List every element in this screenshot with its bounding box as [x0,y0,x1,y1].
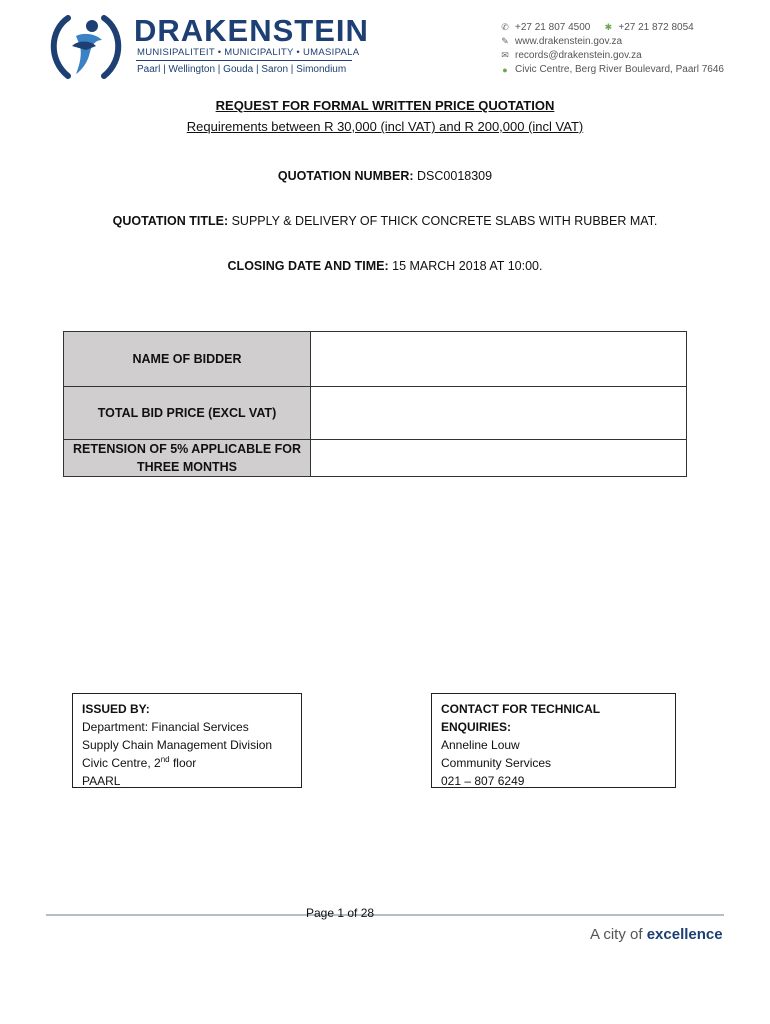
retension-label [64,440,311,477]
technical-contact-name: Anneline Louw [441,738,520,752]
table-row [64,387,687,440]
quotation-title-label: QUOTATION TITLE: [112,214,229,228]
location-pin-icon: ● [502,64,508,75]
contact-address: Civic Centre, Berg River Boulevard, Paarl 7646 [515,64,724,75]
globe-icon: ✎ [501,36,509,46]
fax-icon: ✱ [604,22,613,32]
quotation-title-value: SUPPLY & DELIVERY OF THICK CONCRETE SLABS WITH RUBBER MAT. [231,214,658,228]
municipality-logo-icon [46,10,126,82]
page-number: Page 1 of 28 [306,906,375,920]
bidder-name-field[interactable] [311,332,687,387]
document-title: REQUEST FOR FORMAL WRITTEN PRICE QUOTATION [215,98,555,113]
tagline-bold: excellence [646,926,723,943]
closing-date-line [0,259,770,273]
quotation-title-line [0,214,770,228]
document-subtitle: Requirements between R 30,000 (incl VAT) and R 200,000 (incl VAT) [186,119,584,134]
contact-address-line [500,64,724,75]
technical-contact-phone: 021 – 807 6249 [441,774,525,788]
table-row [64,332,687,387]
envelope-icon: ✉ [501,50,509,60]
bidder-name-label: NAME OF BIDDER [64,332,311,387]
contact-website[interactable]: www.drakenstein.gov.za [515,36,623,47]
issued-by-department: Department: Financial Services [82,720,249,734]
location-superscript: nd [160,755,170,764]
brand-towns: Paarl | Wellington | Gouda | Saron | Simondium [137,64,347,75]
total-bid-price-field[interactable] [311,387,687,440]
issued-by-heading: ISSUED BY: [82,702,150,716]
quotation-number-label: QUOTATION NUMBER: [277,169,414,183]
contact-website-line [500,36,622,47]
technical-contact-box [431,693,676,788]
contact-email-line [500,50,642,61]
footer-divider [46,914,724,916]
brand-divider [136,60,352,61]
issued-by-division: Supply Chain Management Division [82,738,273,752]
phone-icon: ✆ [501,22,509,32]
contact-phone: +27 21 807 4500 [515,22,591,33]
contact-email[interactable]: records@drakenstein.gov.za [515,50,642,61]
retension-field[interactable] [311,440,687,477]
total-bid-price-label: TOTAL BID PRICE (EXCL VAT) [64,387,311,440]
technical-contact-heading: CONTACT FOR TECHNICAL ENQUIRIES: [441,702,600,734]
contact-fax: +27 21 872 8054 [618,22,694,33]
issued-by-location [82,754,292,772]
footer-tagline [590,926,723,943]
brand-subtitle: MUNISIPALITEIT • MUNICIPALITY • UMASIPALA [137,47,360,58]
location-suffix: floor [169,756,197,770]
technical-contact-department: Community Services [441,756,552,770]
location-prefix: Civic Centre, 2 [82,756,161,770]
brand-name: DRAKENSTEIN [134,13,369,48]
quotation-number-value: DSC0018309 [417,169,493,183]
contact-phones [500,22,694,33]
closing-date-value: 15 MARCH 2018 AT 10:00. [392,259,543,273]
table-row [64,440,687,477]
bid-table [63,331,687,477]
retension-label-line1: RETENSION OF 5% APPLICABLE FOR [72,442,302,456]
tagline-prefix: A city of [590,926,647,943]
closing-date-label: CLOSING DATE AND TIME: [227,259,389,273]
retension-label-line2: THREE MONTHS [137,460,237,474]
issued-by-box [72,693,302,788]
quotation-number-line [0,169,770,183]
issued-by-city: PAARL [82,774,121,788]
